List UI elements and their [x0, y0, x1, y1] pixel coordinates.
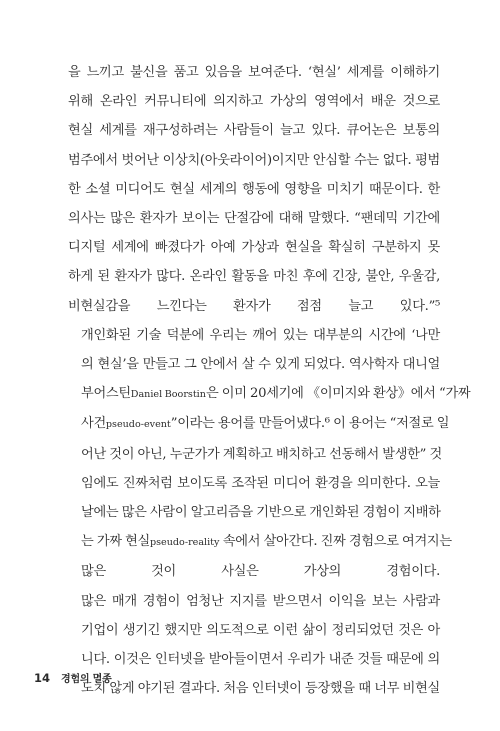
text-line: 임에도 진짜처럼 보이도록 조작된 미디어 환경을 의미한다. 오늘	[81, 475, 440, 491]
line-segment: 속에서 살아간다. 진짜 경험으로 여겨지는	[219, 534, 452, 550]
paragraph-3	[68, 587, 440, 704]
text-line: 위해 온라인 커뮤니티에 의지하고 가상의 영역에서 배운 것으로	[68, 94, 440, 110]
text-line: 니다. 이것은 인터넷을 받아들이면서 우리가 내준 것들 때문에 의	[81, 652, 440, 668]
text-line	[68, 409, 450, 439]
text-line: 많은 매개 경험이 엄청난 지지를 받으면서 이익을 보는 사람과	[81, 593, 440, 609]
paragraph-2	[68, 321, 471, 587]
line-segment: 은 이미 20세기에 《이미지와 환상》에서 “가짜	[205, 386, 471, 402]
text-line	[68, 379, 471, 409]
line-segment: 사건	[81, 416, 106, 432]
text-line: 많은 것이 사실은 가상의 경험이다.	[81, 564, 440, 580]
original-term: pseudo-reality	[149, 537, 220, 549]
text-line: 기업이 생기긴 했지만 의도적으로 이런 삶이 정리되었던 것은 아	[81, 622, 440, 638]
line-segment: 는 가짜 현실	[81, 534, 150, 550]
text-line: 현실 세계를 재구성하려는 사람들이 늘고 있다. 큐어논은 보통의	[68, 123, 440, 139]
text-line: 의사는 많은 환자가 보이는 단절감에 대해 말했다. “팬데믹 기간에	[68, 211, 440, 227]
original-term: Daniel Boorstin	[130, 389, 206, 401]
line-segment: ”이라는 용어를 만들어냈다.⁶ 이 용어는 “저절로 일	[170, 416, 450, 432]
text-line: 한 소셜 미디어도 현실 세계의 행동에 영향을 미치기 때문이다. 한	[68, 181, 440, 197]
text-line: 을 느끼고 불신을 품고 있음을 보여준다. ‘현실’ 세계를 이해하기	[68, 65, 440, 80]
paragraph-1	[68, 58, 440, 321]
text-line: 범주에서 벗어난 이상치(아웃라이어)이지만 안심할 수는 없다. 평범	[68, 152, 440, 168]
page-number: 14	[34, 671, 51, 685]
text-line: 날에는 많은 사람이 알고리즘을 기반으로 개인화된 경험이 지배하	[81, 505, 441, 521]
text-line: 비현실감을 느낀다는 환자가 점점 늘고 있다.”⁵	[68, 298, 440, 314]
text-line: 디지털 세계에 빠졌다가 아예 가상과 현실을 확실히 구분하지 못	[68, 240, 440, 256]
page-footer	[34, 670, 112, 685]
body-text	[68, 58, 471, 703]
text-line: 개인화된 기술 덕분에 우리는 깨어 있는 대부분의 시간에 ‘나만	[81, 327, 440, 343]
text-line: 의 현실’을 만들고 그 안에서 살 수 있게 되었다. 역사학자 대니얼	[81, 357, 440, 373]
text-line: 하게 된 환자가 많다. 온라인 활동을 마친 후에 긴장, 불안, 우울감,	[68, 269, 440, 285]
text-line: 어난 것이 아닌, 누군가가 계획하고 배치하고 선동해서 발생한” 것	[81, 446, 442, 462]
text-line	[68, 527, 452, 557]
line-segment: 부어스틴	[81, 386, 131, 402]
original-term: pseudo-event	[105, 419, 171, 431]
text-line: 도치 않게 야기된 결과다. 처음 인터넷이 등장했을 때 너무 비현실	[81, 681, 440, 697]
running-title: 경험의 멸종	[61, 674, 112, 685]
